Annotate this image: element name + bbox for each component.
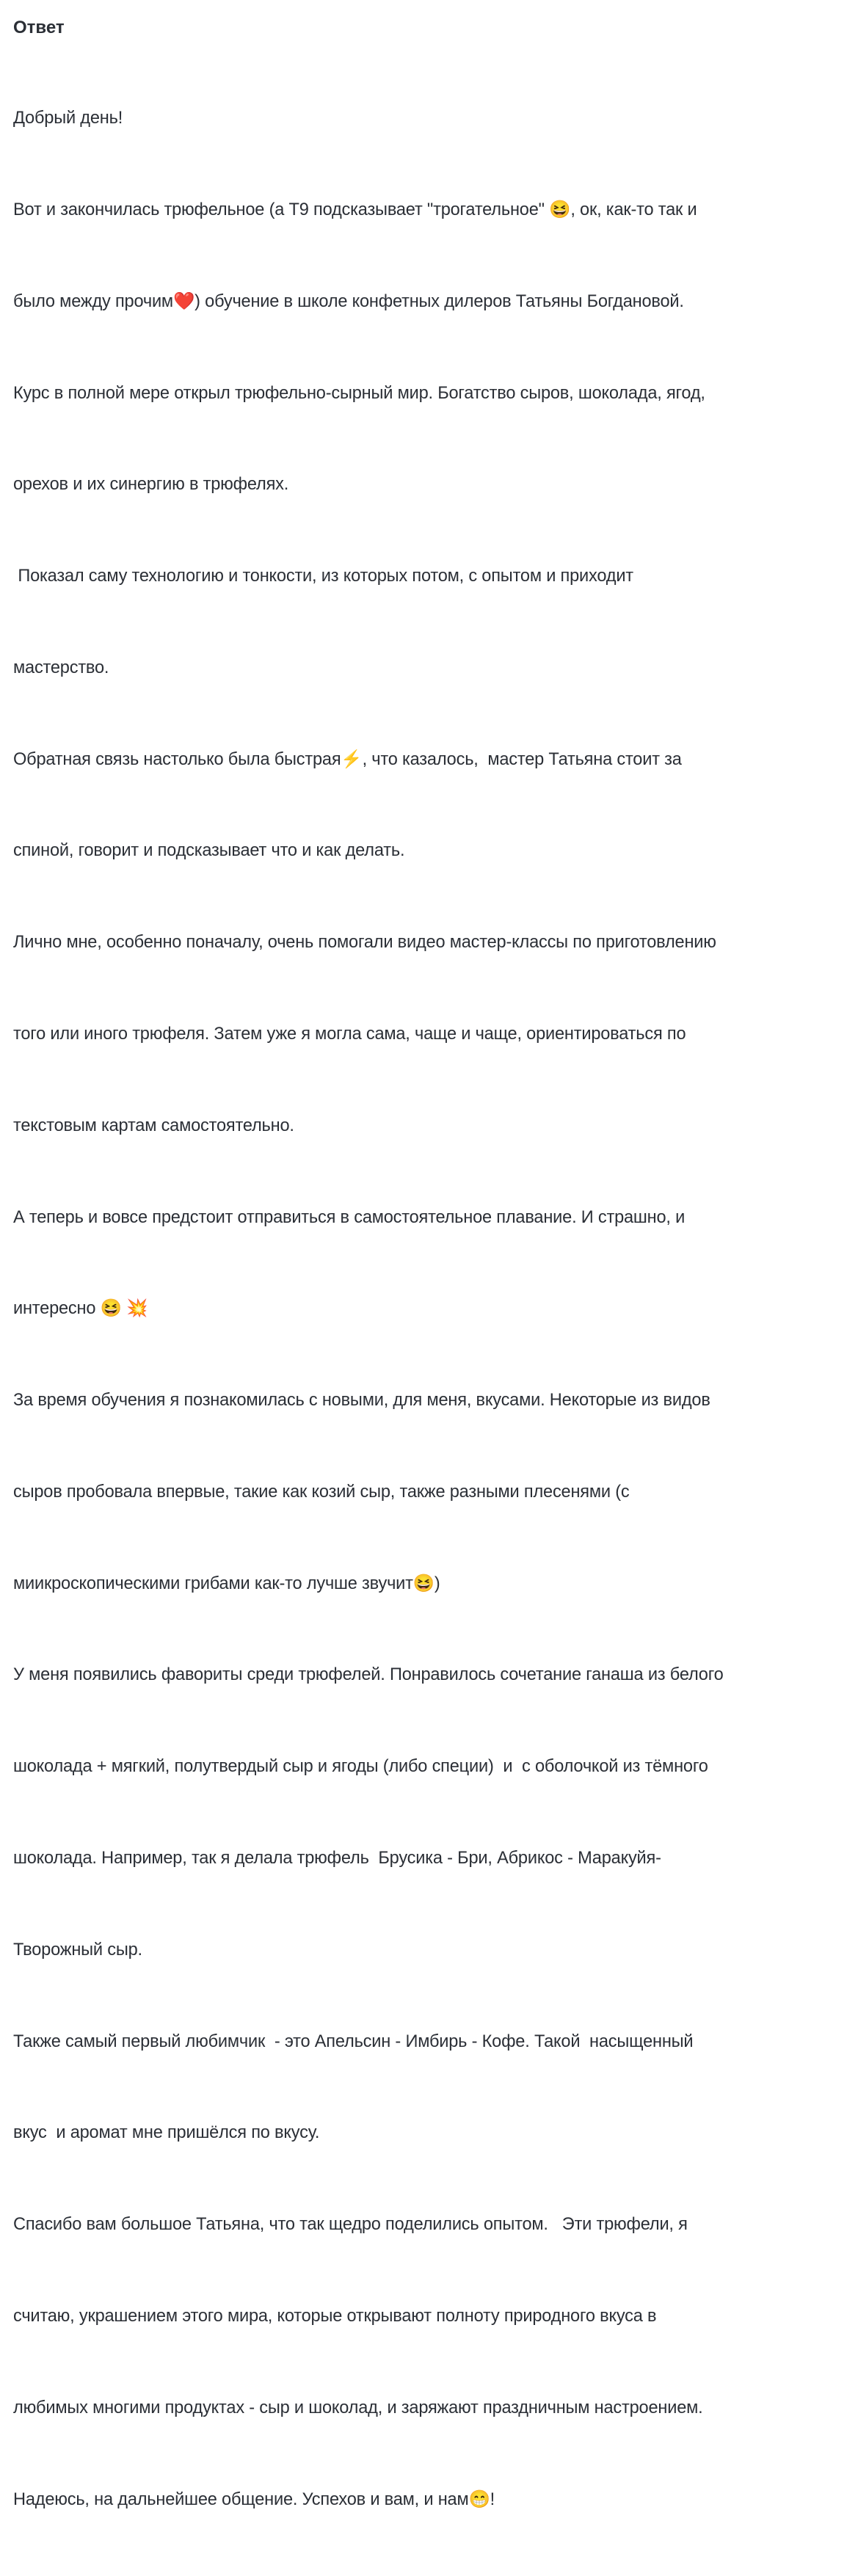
answer-line: было между прочим❤️) обучение в школе конфетных дилеров Татьяны Богдановой. [13, 291, 684, 311]
answer-line: вкус и аромат мне пришёлся по вкусу. [13, 2123, 320, 2143]
answer-line: Творожный сыр. [13, 1940, 142, 1960]
answer-line: текстовым картам самостоятельно. [13, 1116, 294, 1135]
answer-line: любимых многими продуктах - сыр и шоколад, и заряжают праздничным настроением. [13, 2398, 703, 2417]
answer-line: За время обучения я познакомилась с новыми, для меня, вкусами. Некоторые из видов [13, 1391, 710, 1411]
answer-line: У меня появились фавориты среди трюфелей. Понравилось сочетание ганаша из белого [13, 1665, 724, 1685]
answer-line: орехов и их синергию в трюфелях. [13, 475, 289, 495]
answer-line: Лично мне, особенно поначалу, очень помогали видео мастер-классы по приготовлению [13, 933, 716, 953]
answer-line: того или иного трюфеля. Затем уже я могла сама, чаще и чаще, ориентироваться по [13, 1025, 686, 1044]
answer-block [13, 16, 850, 2576]
answer-line: Добрый день! [13, 109, 123, 128]
answer-line: Спасибо вам большое Татьяна, что так щедро поделились опытом. Эти трюфели, я [13, 2215, 688, 2235]
answer-text [13, 43, 850, 2576]
answer-line: Надеюсь, на дальнейшее общение. Успехов и вам, и нам😁! [13, 2489, 495, 2509]
answer-line: Показал саму технологию и тонкости, из которых потом, с опытом и приходит [13, 567, 633, 586]
answer-line: считаю, украшением этого мира, которые открывают полноту природного вкуса в [13, 2306, 657, 2326]
answer-line: Курс в полной мере открыл трюфельно-сырный мир. Богатство сыров, шоколада, ягод, [13, 383, 705, 403]
answer-line: шоколада. Например, так я делала трюфель Брусика - Бри, Абрикос - Маракуйя- [13, 1849, 661, 1869]
answer-line: Также самый первый любимчик - это Апельсин - Имбирь - Кофе. Такой насыщенный [13, 2031, 694, 2051]
answer-line: мастерство. [13, 658, 109, 677]
answer-title: Ответ [13, 18, 65, 37]
answer-line: миикроскопическими грибами как-то лучше звучит😆) [13, 1573, 440, 1593]
answer-line: Обратная связь настолько была быстрая⚡️, что казалось, мастер Татьяна стоит за [13, 749, 682, 769]
answer-line: сыров пробовала впервые, такие как козий сыр, также разными плесенями (с [13, 1482, 630, 1502]
answer-line: Вот и закончилась трюфельное (а Т9 подсказывает "трогательное" 😆, ок, как-то так и [13, 200, 697, 219]
answer-line: спиной, говорит и подсказывает что и как делать. [13, 841, 405, 861]
answer-line: А теперь и вовсе предстоит отправиться в самостоятельное плавание. И страшно, и [13, 1207, 686, 1227]
answer-line: шоколада + мягкий, полутвердый сыр и ягоды (либо специи) и с оболочкой из тёмного [13, 1757, 708, 1777]
answer-line: интересно 😆 💥 [13, 1299, 148, 1319]
